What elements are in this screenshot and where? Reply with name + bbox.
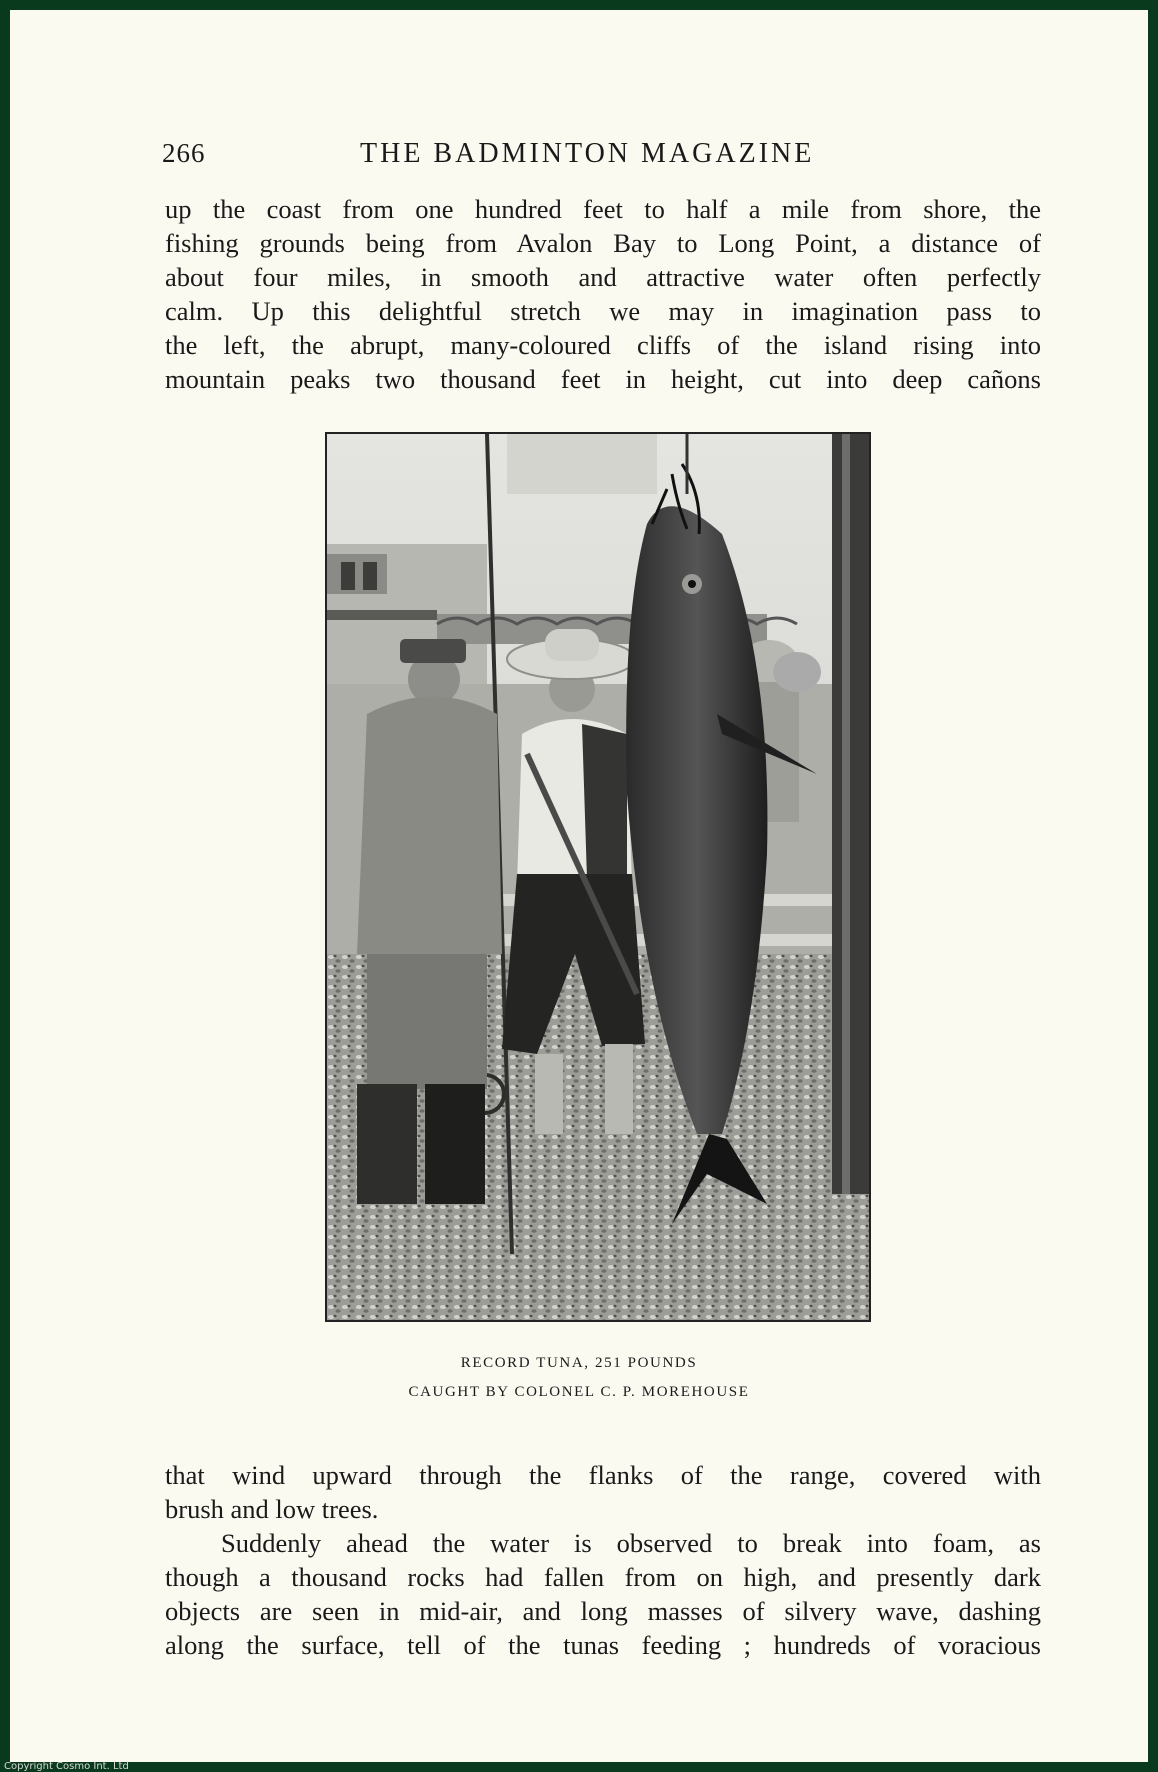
text-line: Suddenly ahead the water is observed to break into foam, as	[221, 1528, 1041, 1558]
magazine-page	[10, 10, 1148, 1762]
text-line: though a thousand rocks had fallen from on high, and presently dark	[165, 1562, 1041, 1592]
tuna-photograph	[325, 432, 871, 1322]
photo-illustration	[327, 434, 869, 1320]
page-header	[10, 138, 1148, 178]
text-line: fishing grounds being from Avalon Bay to Long Point, a distance of	[165, 228, 1041, 258]
text-line: the left, the abrupt, many-coloured cliffs of the island rising into	[165, 330, 1041, 360]
body-text-bottom	[165, 1458, 1041, 1662]
text-line: objects are seen in mid-air, and long masses of silvery wave, dashing	[165, 1596, 1041, 1626]
text-line: along the surface, tell of the tunas feeding ; hundreds of voracious	[165, 1630, 1041, 1660]
copyright-notice: Copyright Cosmo Int. Ltd	[4, 1761, 129, 1772]
page-number: 266	[162, 138, 206, 168]
body-text-top	[165, 192, 1041, 396]
text-line: calm. Up this delightful stretch we may in imagination pass to	[165, 296, 1041, 326]
figure-caption-line-1: RECORD TUNA, 251 POUNDS	[460, 1355, 698, 1371]
text-line: brush and low trees.	[165, 1494, 379, 1524]
running-head: THE BADMINTON MAGAZINE	[360, 138, 815, 169]
text-line: about four miles, in smooth and attractive water often perfectly	[165, 262, 1041, 292]
text-line: up the coast from one hundred feet to half a mile from shore, the	[165, 194, 1041, 224]
figure-caption-line-2: CAUGHT BY COLONEL C. P. MOREHOUSE	[408, 1384, 750, 1400]
text-line: that wind upward through the flanks of the range, covered with	[165, 1460, 1041, 1490]
text-line: mountain peaks two thousand feet in height, cut into deep cañons	[165, 364, 1041, 394]
